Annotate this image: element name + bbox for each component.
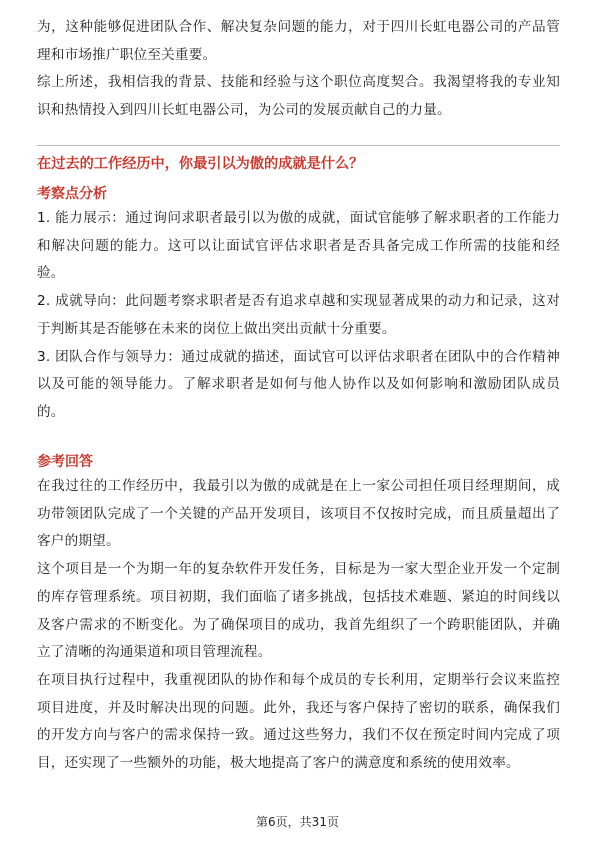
page-number: 第6页，共31页 [256,815,339,829]
answer-heading: 参考回答 [37,454,93,470]
analysis-item: 1. 能力展示：通过询问求职者最引以为傲的成就，面试官能够了解求职者的工作能力和解决问题的能力。这可以让面试官评估求职者是否具备完成工作所需的技能和经验。 [37,210,560,282]
intro-paragraph: 综上所述，我相信我的背景、技能和经验与这个职位高度契合。我渴望将我的专业知识和热情投入到四川长虹电器公司，为公司的发展贡献自己的力量。 [37,74,560,119]
analysis-heading: 考察点分析 [37,186,107,202]
intro-section [37,14,560,125]
section-divider [37,145,560,146]
question-heading: 在过去的工作经历中，你最引以为傲的成就是什么？ [37,156,364,172]
intro-paragraph: 为，这种能够促进团队合作、解决复杂问题的能力，对于四川长虹电器公司的产品管理和市场推广职位至关重要。 [37,19,560,63]
answer-paragraph: 在我过往的工作经历中，我最引以为傲的成就是在上一家公司担任项目经理期间，成功带领团队完成了一个关键的产品开发项目，该项目不仅按时完成，而且质量超出了客户的期望。 [37,478,560,550]
answer-paragraph: 这个项目是一个为期一年的复杂软件开发任务，目标是为一家大型企业开发一个定制的库存管理系统。项目初期，我们面临了诸多挑战，包括技术难题、紧迫的时间线以及客户需求的不断变化。为了确保项目的成功，我首先组织了一个跨职能团队，并确立了清晰的沟通渠道和项目管理流程。 [37,561,560,661]
analysis-item: 2. 成就导向：此问题考察求职者是否有追求卓越和实现显著成果的动力和记录，这对于判断其是否能够在未来的岗位上做出突出贡献十分重要。 [37,293,560,337]
answer-section [37,473,560,778]
analysis-item: 3. 团队合作与领导力：通过成就的描述，面试官可以评估求职者在团队中的合作精神以及可能的领导能力。了解求职者是如何与他人协作以及如何影响和激励团队成员的。 [37,348,560,420]
analysis-list [37,205,560,427]
answer-paragraph: 在项目执行过程中，我重视团队的协作和每个成员的专长利用，定期举行会议来监控项目进度，并及时解决出现的问题。此外，我还与客户保持了密切的联系，确保我们的开发方向与客户的需求保持一致。通过这些努力，我们不仅在预定时间内完成了项目，还实现了一些额外的功能，极大地提高了客户的满意度和系统的使用效率。 [37,671,560,772]
